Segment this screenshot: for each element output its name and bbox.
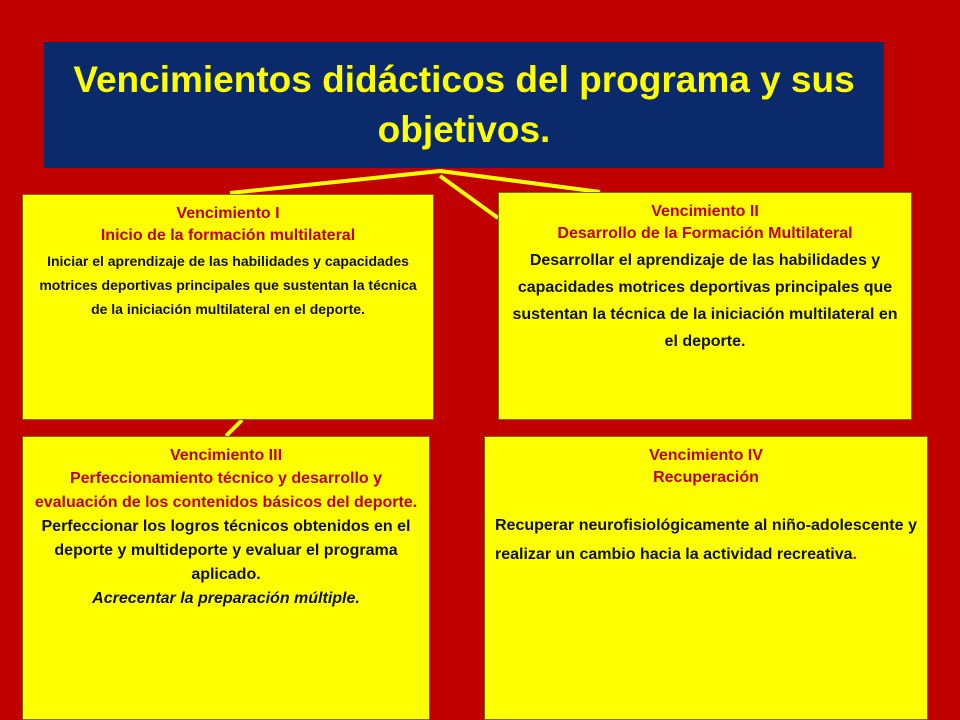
stage-1-name: Inicio de la formación multilateral — [100, 227, 356, 244]
stage-box-3 — [22, 436, 430, 720]
stage-1-label: Vencimiento I — [176, 205, 280, 222]
stage-1-objective: Iniciar el aprendizaje de las habilidades y capacidades motrices deportivas principales que sustentan la técnica de la iniciación multilateral en el deporte. — [39, 253, 417, 317]
stage-3-objective-2: Acrecentar la preparación múltiple. — [92, 590, 360, 607]
stage-4-label: Vencimiento IV — [649, 447, 763, 464]
stage-box-1 — [22, 194, 434, 420]
page-title: Vencimientos didácticos del programa y sus objetivos. — [73, 59, 855, 150]
stage-2-name: Desarrollo de la Formación Multilateral — [557, 225, 853, 242]
stage-4-objective-text: Recuperar neurofisiológicamente al niño-adolescente y realizar un cambio hacia la actividad recreativa — [495, 517, 917, 563]
connector-to-box1 — [230, 171, 440, 193]
connector-to-box3 — [226, 420, 242, 436]
stage-3-label: Vencimiento III — [169, 447, 283, 464]
stage-3-objective: Perfeccionar los logros técnicos obtenidos en el deporte y multideporte y evaluar el programa aplicado. — [41, 518, 411, 583]
connector-to-box2-diagonal — [440, 176, 498, 218]
stage-2-label: Vencimiento II — [651, 203, 759, 220]
connector-to-box2 — [440, 171, 600, 192]
stage-3-name: Perfeccionamiento técnico y desarrollo y evaluación de los contenidos básicos del deporte. — [34, 470, 418, 511]
stage-box-2 — [498, 192, 912, 420]
stage-4-name: Recuperación — [653, 469, 759, 486]
stage-4-objective-end: . — [852, 546, 857, 563]
stage-2-objective: Desarrollar el aprendizaje de las habilidades y capacidades motrices deportivas principales que sustentan la técnica de la iniciación multilateral en el deporte. — [512, 252, 898, 350]
title-banner — [44, 42, 884, 168]
stage-4-objective — [495, 511, 917, 569]
stage-box-4 — [484, 436, 928, 720]
